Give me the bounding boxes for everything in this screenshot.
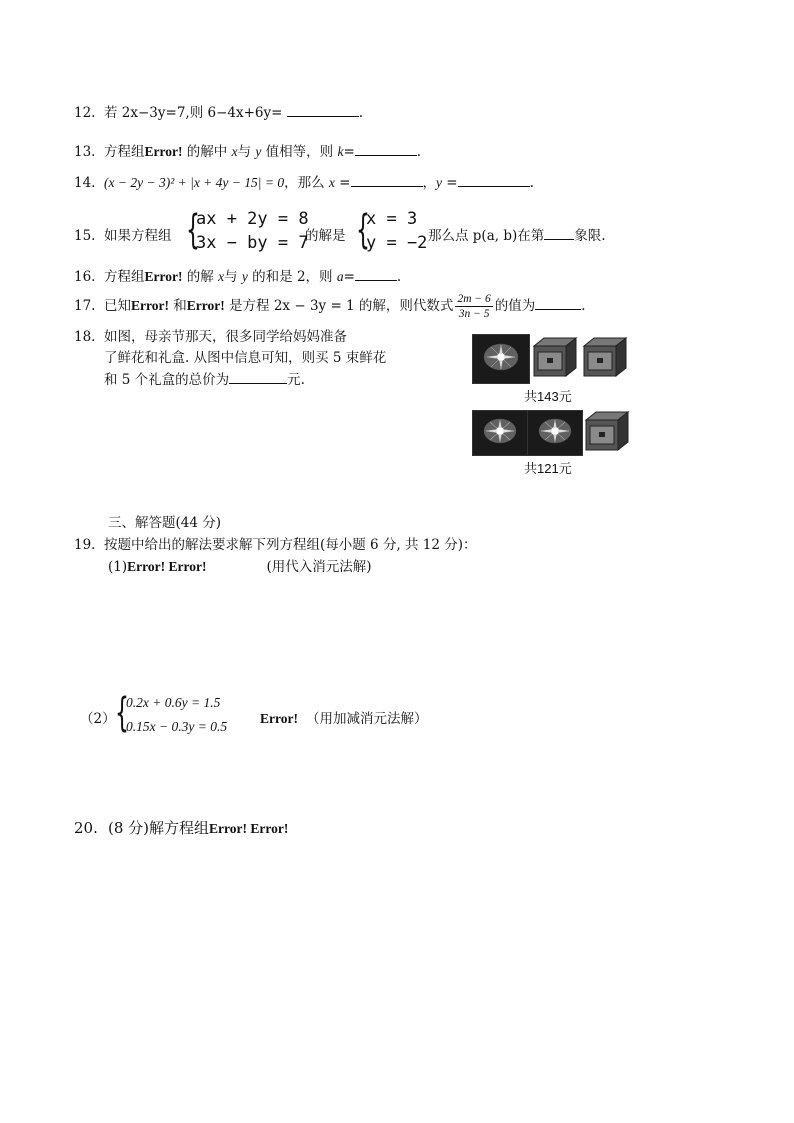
fraction: $\frac{2m - 6}{3n - 5}$	[457, 293, 491, 320]
answer-blank[interactable]	[287, 103, 359, 117]
solution-line: x = 3	[366, 209, 418, 229]
chrysanthemum-image	[472, 334, 530, 384]
answer-blank[interactable]	[229, 370, 287, 384]
answer-blank[interactable]	[351, 173, 423, 187]
solution-line: y = −2	[366, 233, 428, 253]
answer-blank[interactable]	[544, 226, 574, 240]
left-brace-icon: {	[186, 207, 200, 253]
answer-blank[interactable]	[458, 173, 530, 187]
chrysanthemum-image	[472, 410, 528, 456]
question-17: 17. 已知Error! 和Error! 是方程 2x − 3y = 1 的解，则代数式 $\frac{2m - 6}{3n - 5}$ 的值为 .	[74, 293, 586, 320]
equation-line: 0.2x + 0.6y = 1.5	[126, 695, 221, 710]
answer-blank[interactable]	[355, 142, 417, 156]
equation-line: ax + 2y = 8	[196, 209, 309, 229]
question-19-part-1: (1)Error! Error! (用代入消元法解)	[108, 559, 372, 575]
section-heading: 三、解答题(44 分)	[108, 515, 222, 531]
question-20: 20. (8 分)解方程组Error! Error!	[74, 819, 289, 837]
equation-line: 3x − by = 7	[196, 233, 309, 253]
question-19: 19. 按题中给出的解法要求解下列方程组(每小题 6 分, 共 12 分)：	[74, 537, 477, 553]
question-13: 13. 方程组Error! 的解中 x与 y 值相等，则 k= .	[74, 144, 422, 160]
price-caption: 共121元	[524, 461, 572, 476]
question-12: 12. 若 2x−3y=7,则 6−4x+6y= .	[74, 105, 364, 121]
answer-blank[interactable]	[355, 267, 397, 281]
left-brace-icon: {	[115, 690, 129, 736]
question-14: 14. (x − 2y − 3)² + |x + 4y − 15| = 0，那么 x = ，y = .	[74, 175, 534, 191]
price-caption: 共143元	[524, 389, 572, 404]
gift-box-image	[580, 334, 628, 382]
chrysanthemum-image	[527, 410, 583, 456]
question-18: 18. 如图，母亲节那天，很多同学给妈妈准备	[74, 329, 347, 345]
gift-box-image	[582, 408, 630, 456]
gift-box-image	[530, 334, 578, 382]
answer-blank[interactable]	[535, 296, 581, 310]
left-brace-icon: {	[356, 207, 370, 253]
question-16: 16. 方程组Error! 的解 x与 y 的和是 2，则 a= .	[74, 269, 402, 285]
question-15: 15. 如果方程组	[74, 228, 172, 244]
equation-line: 0.15x − 0.3y = 0.5	[126, 719, 228, 734]
question-19-part-2-label: （2）	[80, 711, 116, 727]
